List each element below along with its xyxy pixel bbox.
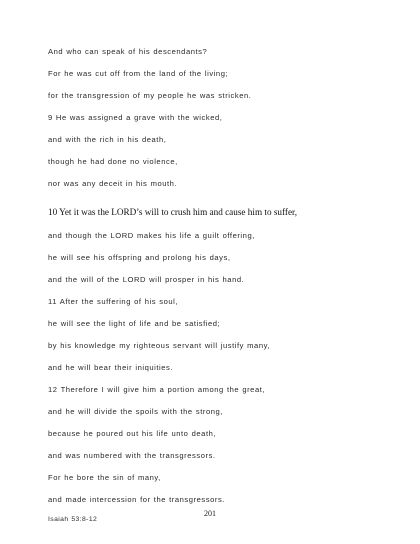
verse-line: and though the LORD makes his life a guilt offering, xyxy=(48,231,255,240)
verse-line: by his knowledge my righteous servant will justify many, xyxy=(48,341,271,350)
page-number: 201 xyxy=(204,509,216,518)
verse-line: For he was cut off from the land of the living; xyxy=(48,69,229,78)
verse-line: 11 After the suffering of his soul, xyxy=(48,297,179,306)
verse-line-highlight: 10 Yet it was the LORD’s will to crush him and cause him to suffer, xyxy=(48,207,298,217)
verse-line: because he poured out his life unto death, xyxy=(48,429,217,438)
verse-line: though he had done no violence, xyxy=(48,157,178,166)
verse-line: 9 He was assigned a grave with the wicked, xyxy=(48,113,223,122)
verse-line: and made intercession for the transgressors. xyxy=(48,495,225,504)
scripture-citation: Isaiah 53:8-12 xyxy=(48,516,98,523)
verse-line: he will see the light of life and be satisfied; xyxy=(48,319,221,328)
verse-line: he will see his offspring and prolong his days, xyxy=(48,253,231,262)
verse-line: 12 Therefore I will give him a portion among the great, xyxy=(48,385,266,394)
verse-line: and was numbered with the transgressors. xyxy=(48,451,216,460)
verse-line: nor was any deceit in his mouth. xyxy=(48,179,178,188)
verse-line: and he will bear their iniquities. xyxy=(48,363,174,372)
verse-line: And who can speak of his descendants? xyxy=(48,47,208,56)
verse-line: and he will divide the spoils with the strong, xyxy=(48,407,223,416)
verse-line: for the transgression of my people he was stricken. xyxy=(48,91,252,100)
verse-line: and the will of the LORD will prosper in his hand. xyxy=(48,275,245,284)
verse-line: For he bore the sin of many, xyxy=(48,473,161,482)
verse-line: and with the rich in his death, xyxy=(48,135,167,144)
